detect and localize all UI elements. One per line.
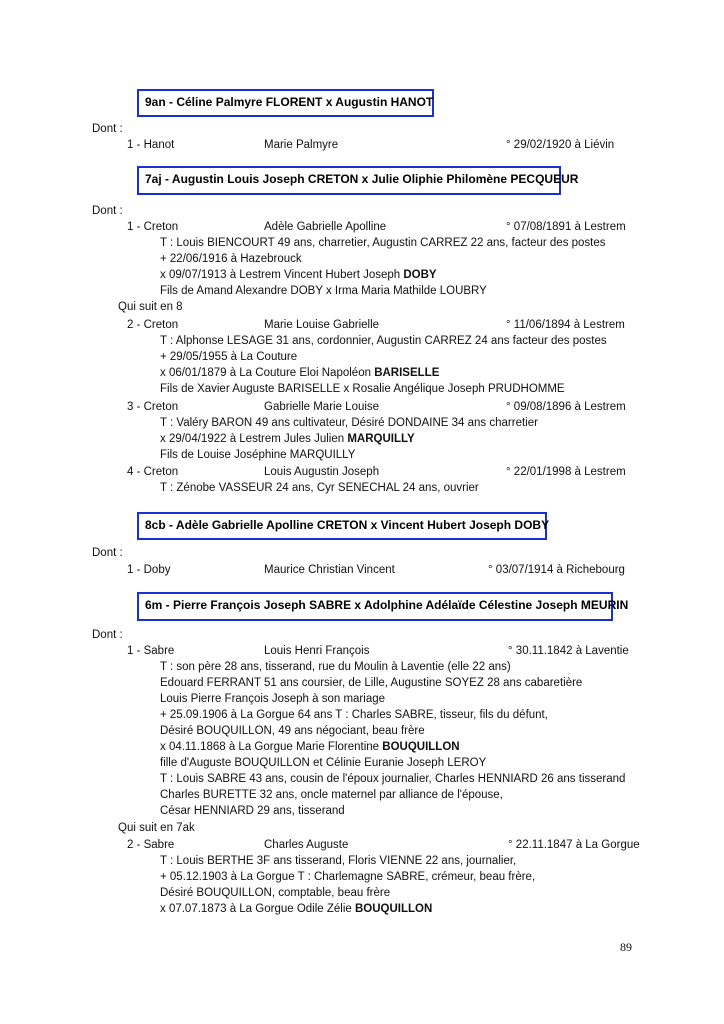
marriage-text: x 06/01/1879 à La Couture Eloi Napoléon — [160, 367, 375, 379]
child-given-names: Gabrielle Marie Louise — [264, 401, 380, 413]
detail-line: T : Louis BERTHE 3F ans tisserand, Floris VIENNE 22 ans, journalier, — [160, 855, 517, 867]
detail-line — [160, 268, 437, 282]
detail-line: + 25.09.1906 à La Gorgue 64 ans T : Charles SABRE, tisseur, fils du défunt, — [160, 709, 548, 721]
child-birth: ° 07/08/1891 à Lestrem — [506, 221, 626, 233]
marriage-text: x 29/04/1922 à Lestrem Jules Julien — [160, 433, 348, 445]
marriage-text: x 09/07/1913 à Lestrem Vincent Hubert Joseph — [160, 269, 404, 281]
detail-line: T : Louis BIENCOURT 49 ans, charretier, Augustin CARREZ 22 ans, facteur des postes — [160, 237, 606, 249]
marriage-text: x 07.07.1873 à La Gorgue Odile Zélie — [160, 903, 355, 915]
child-number: 2 - Sabre — [127, 839, 175, 851]
child-birth: ° 11/06/1894 à Lestrem — [506, 319, 625, 331]
child-birth: ° 29/02/1920 à Liévin — [506, 139, 615, 151]
child-birth: ° 30.11.1842 à Laventie — [508, 645, 629, 657]
spouse-surname: MARQUILLY — [347, 433, 415, 445]
detail-line: Désiré BOUQUILLON, 49 ans négociant, beau frère — [160, 725, 425, 737]
detail-line: T : Zénobe VASSEUR 24 ans, Cyr SENECHAL 24 ans, ouvrier — [160, 482, 479, 494]
detail-line — [160, 740, 460, 754]
section-heading: 8cb - Adèle Gabrielle Apolline CRETON x Vincent Hubert Joseph DOBY — [137, 512, 547, 540]
detail-line: T : Alphonse LESAGE 31 ans, cordonnier, Augustin CARREZ 24 ans facteur des postes — [160, 335, 607, 347]
detail-line: T : Valéry BARON 49 ans cultivateur, Désiré DONDAINE 34 ans charretier — [160, 417, 538, 429]
section-heading: 9an - Céline Palmyre FLORENT x Augustin HANOT — [137, 89, 434, 117]
detail-line: + 29/05/1955 à La Couture — [160, 351, 298, 363]
detail-line: + 22/06/1916 à Hazebrouck — [160, 253, 302, 265]
detail-line — [160, 366, 439, 380]
detail-line: Fils de Louise Joséphine MARQUILLY — [160, 449, 356, 461]
child-given-names: Charles Auguste — [264, 839, 349, 851]
continuation-note: Qui suit en 7ak — [118, 822, 195, 834]
dont-label: Dont : — [92, 629, 123, 641]
child-given-names: Louis Henri François — [264, 645, 370, 657]
detail-line: Louis Pierre François Joseph à son mariage — [160, 693, 386, 705]
dont-label: Dont : — [92, 547, 123, 559]
detail-line: Edouard FERRANT 51 ans coursier, de Lille, Augustine SOYEZ 28 ans cabaretière — [160, 677, 583, 689]
spouse-surname: DOBY — [403, 269, 437, 281]
child-given-names: Maurice Christian Vincent — [264, 564, 395, 576]
dont-label: Dont : — [92, 123, 123, 135]
child-given-names: Louis Augustin Joseph — [264, 466, 380, 478]
child-number: 3 - Creton — [127, 401, 179, 413]
child-given-names: Marie Louise Gabrielle — [264, 319, 380, 331]
dont-label: Dont : — [92, 205, 123, 217]
page-number: 89 — [620, 940, 632, 954]
detail-line — [160, 432, 415, 446]
marriage-text: x 04.11.1868 à La Gorgue Marie Florentine — [160, 741, 383, 753]
child-number: 1 - Doby — [127, 564, 171, 576]
child-given-names: Adèle Gabrielle Apolline — [264, 221, 387, 233]
detail-line: César HENNIARD 29 ans, tisserand — [160, 805, 345, 817]
child-number: 1 - Creton — [127, 221, 179, 233]
spouse-surname: BARISELLE — [374, 367, 440, 379]
detail-line: Désiré BOUQUILLON, comptable, beau frère — [160, 887, 391, 899]
detail-line: + 05.12.1903 à La Gorgue T : Charlemagne SABRE, crémeur, beau frère, — [160, 871, 536, 883]
continuation-note: Qui suit en 8 — [118, 301, 183, 313]
child-birth: ° 09/08/1896 à Lestrem — [506, 401, 626, 413]
child-given-names: Marie Palmyre — [264, 139, 339, 151]
detail-line: Fils de Xavier Auguste BARISELLE x Rosalie Angélique Joseph PRUDHOMME — [160, 383, 565, 395]
detail-line: fille d'Auguste BOUQUILLON et Célinie Euranie Joseph LEROY — [160, 757, 487, 769]
detail-line: T : son père 28 ans, tisserand, rue du Moulin à Laventie (elle 22 ans) — [160, 661, 511, 673]
detail-line: Charles BURETTE 32 ans, oncle maternel par alliance de l'épouse, — [160, 789, 503, 801]
spouse-surname: BOUQUILLON — [355, 903, 433, 915]
child-number: 2 - Creton — [127, 319, 179, 331]
section-heading: 7aj - Augustin Louis Joseph CRETON x Julie Oliphie Philomène PECQUEUR — [137, 166, 561, 195]
section-heading: 6m - Pierre François Joseph SABRE x Adolphine Adélaïde Célestine Joseph MEURIN — [137, 592, 613, 621]
detail-line — [160, 902, 432, 916]
child-number: 1 - Sabre — [127, 645, 175, 657]
child-number: 1 - Hanot — [127, 139, 175, 151]
detail-line: Fils de Amand Alexandre DOBY x Irma Maria Mathilde LOUBRY — [160, 285, 487, 297]
spouse-surname: BOUQUILLON — [382, 741, 460, 753]
child-birth: ° 22.11.1847 à La Gorgue — [508, 839, 640, 851]
detail-line: T : Louis SABRE 43 ans, cousin de l'époux journalier, Charles HENNIARD 26 ans tisserand — [160, 773, 626, 785]
child-number: 4 - Creton — [127, 466, 179, 478]
child-birth: ° 22/01/1998 à Lestrem — [506, 466, 626, 478]
child-birth: ° 03/07/1914 à Richebourg — [488, 564, 625, 576]
